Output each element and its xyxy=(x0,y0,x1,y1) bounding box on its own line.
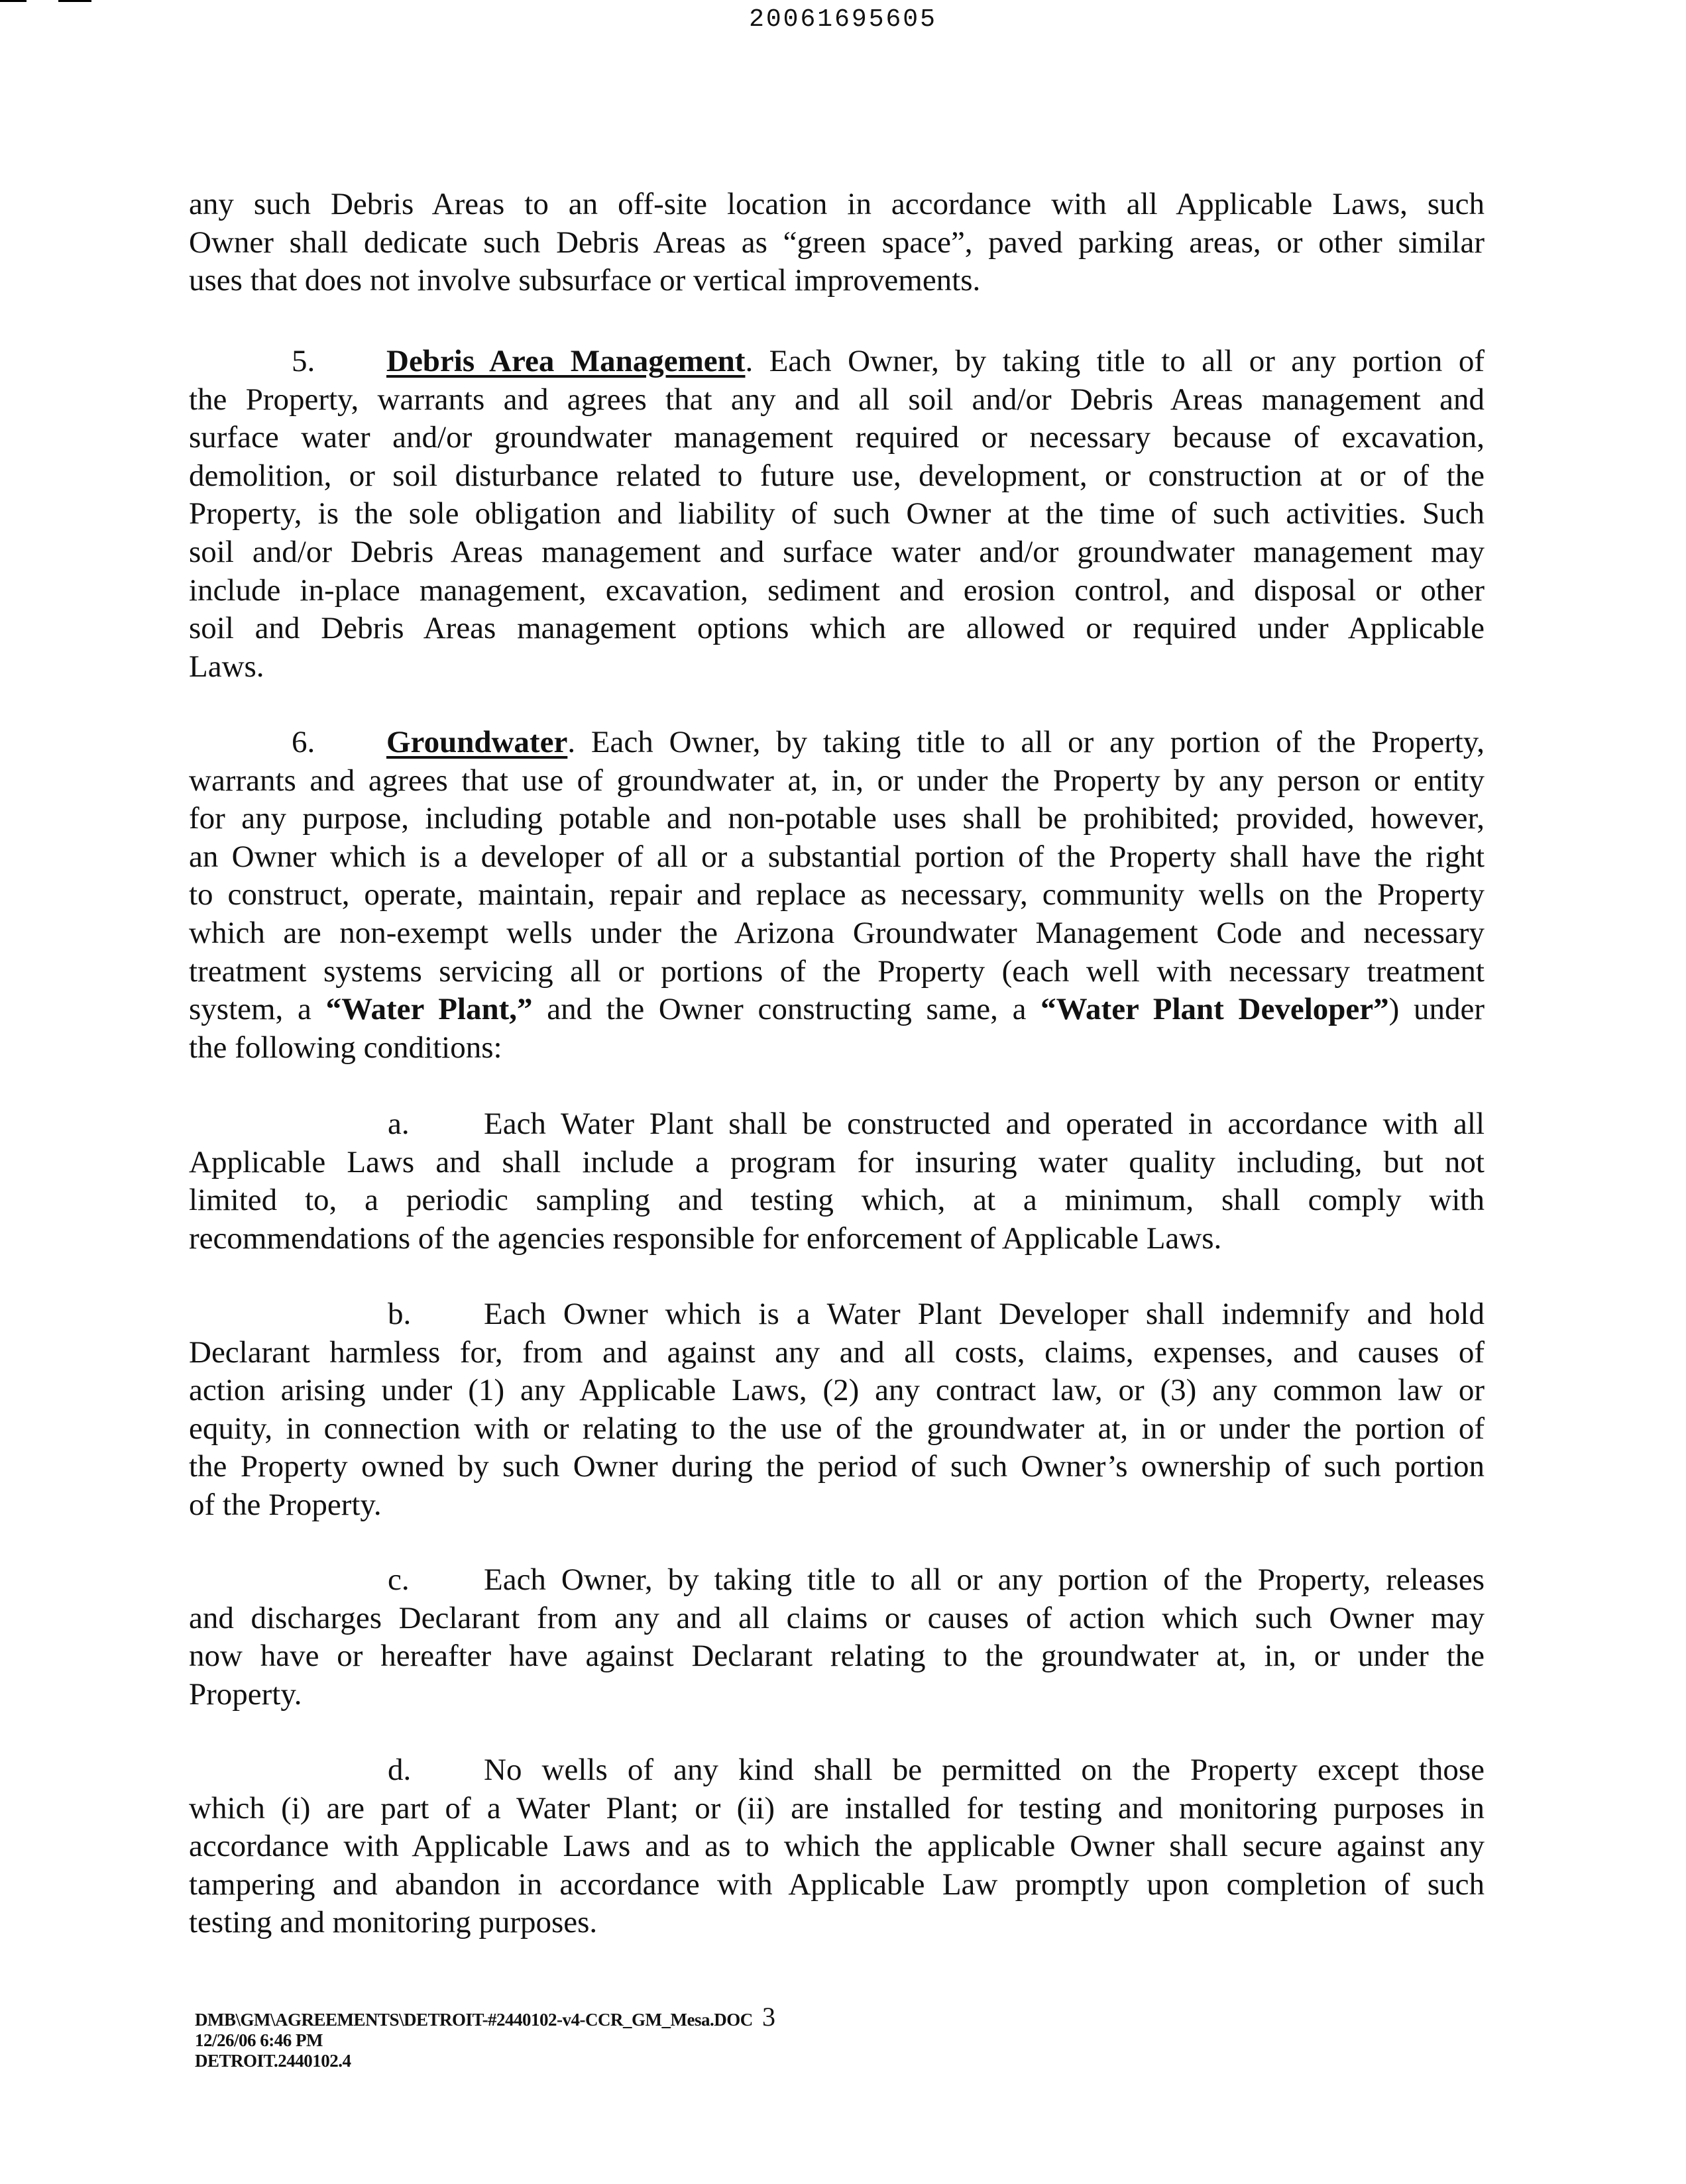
text-line: the following conditions: xyxy=(189,1030,502,1065)
subsection-b-letter: b. xyxy=(388,1297,412,1331)
text-line: limited to, a periodic sampling and testing which, at a minimum, shall comply with xyxy=(189,1183,1485,1218)
subsection-d-letter: d. xyxy=(388,1753,412,1787)
defined-term-water-plant: “Water Plant,” xyxy=(325,992,533,1027)
text-line: an Owner which is a developer of all or a substantial portion of the Property shall have the right xyxy=(189,839,1485,874)
document-footer xyxy=(195,2002,775,2071)
text-line: surface water and/or groundwater management required or necessary because of excavation, xyxy=(189,420,1485,455)
subsection-b-first-line-text: Each Owner which is a Water Plant Developer shall indemnify and hold xyxy=(484,1297,1485,1331)
subsection-d-first-line xyxy=(189,1751,1485,1790)
paragraph-intro xyxy=(189,186,1485,300)
subsection-a-first-line xyxy=(189,1105,1485,1144)
text-line: tampering and abandon in accordance with Applicable Law promptly upon completion of such xyxy=(189,1867,1485,1902)
text-line: soil and/or Debris Areas management and surface water and/or groundwater management may xyxy=(189,534,1485,569)
section-6-number: 6. xyxy=(292,725,315,759)
text-line: Owner shall dedicate such Debris Areas as “green space”, paved parking areas, or other similar xyxy=(189,225,1485,260)
corner-mark-right xyxy=(58,0,91,2)
section-5-first-line-text: . Each Owner, by taking title to all or any portion of xyxy=(745,344,1485,378)
section-6-first-line xyxy=(189,724,1485,762)
section-5 xyxy=(189,343,1485,686)
text-line: action arising under (1) any Applicable Laws, (2) any contract law, or (3) any common law or xyxy=(189,1373,1485,1408)
text-line: for any purpose, including potable and non-potable uses shall be prohibited; provided, however, xyxy=(189,801,1485,836)
text-line: soil and Debris Areas management options which are allowed or required under Applicable xyxy=(189,611,1485,646)
text-fragment: ) under xyxy=(1388,992,1485,1027)
section-5-number: 5. xyxy=(292,344,315,378)
text-line: equity, in connection with or relating to the use of the groundwater at, in or under the portion of xyxy=(189,1411,1485,1446)
section-6 xyxy=(189,724,1485,1067)
subsection-a-first-line-text: Each Water Plant shall be constructed and operated in accordance with all xyxy=(484,1107,1485,1141)
text-line: Laws. xyxy=(189,649,264,684)
text-line: and discharges Declarant from any and all claims or causes of action which such Owner may xyxy=(189,1600,1485,1635)
text-line: Property, is the sole obligation and liability of such Owner at the time of such activities. Such xyxy=(189,496,1485,531)
text-line: warrants and agrees that use of groundwater at, in, or under the Property by any person or entity xyxy=(189,763,1485,798)
defined-term-water-plant-developer: “Water Plant Developer” xyxy=(1040,992,1389,1027)
text-fragment: system, a xyxy=(189,992,326,1027)
section-6-heading: Groundwater xyxy=(386,725,568,759)
subsection-c xyxy=(189,1561,1485,1714)
text-line: the Property, warrants and agrees that any and all soil and/or Debris Areas management and xyxy=(189,382,1485,417)
text-line: now have or hereafter have against Declarant relating to the groundwater at, in, or under the xyxy=(189,1639,1485,1674)
text-line: demolition, or soil disturbance related to future use, development, or construction at or of the xyxy=(189,458,1485,493)
subsection-b xyxy=(189,1295,1485,1525)
text-line: the Property owned by such Owner during the period of such Owner’s ownership of such portion xyxy=(189,1449,1485,1484)
section-5-first-line xyxy=(189,343,1485,381)
document-number: 20061695605 xyxy=(749,5,937,34)
text-line: include in-place management, excavation, sediment and erosion control, and disposal or other xyxy=(189,573,1485,608)
footer-path-line xyxy=(195,2002,775,2032)
section-6-first-line-text: . Each Owner, by taking title to all or any portion of the Property, xyxy=(567,725,1485,759)
subsection-b-first-line xyxy=(189,1295,1485,1334)
subsection-d xyxy=(189,1751,1485,1942)
subsection-c-first-line xyxy=(189,1561,1485,1600)
text-line: of the Property. xyxy=(189,1487,382,1522)
subsection-c-first-line-text: Each Owner, by taking title to all or any portion of the Property, releases xyxy=(484,1562,1485,1597)
subsection-a-letter: a. xyxy=(388,1107,410,1141)
text-line: which are non-exempt wells under the Arizona Groundwater Management Code and necessary xyxy=(189,915,1485,950)
text-line: Declarant harmless for, from and against any and all costs, claims, expenses, and causes of xyxy=(189,1335,1485,1370)
footer-doc-id: DETROIT.2440102.4 xyxy=(195,2051,351,2071)
section-5-heading: Debris Area Management xyxy=(386,344,746,378)
text-line: accordance with Applicable Laws and as to which the applicable Owner shall secure against any xyxy=(189,1829,1485,1864)
text-line: uses that does not involve subsurface or vertical improvements. xyxy=(189,263,981,298)
text-line: Applicable Laws and shall include a program for insuring water quality including, but not xyxy=(189,1144,1485,1179)
text-line: Property. xyxy=(189,1676,302,1712)
text-line: testing and monitoring purposes. xyxy=(189,1905,598,1940)
text-line: to construct, operate, maintain, repair and replace as necessary, community wells on the Property xyxy=(189,877,1485,912)
corner-mark-left xyxy=(0,0,27,2)
subsection-d-first-line-text: No wells of any kind shall be permitted on the Property except those xyxy=(484,1753,1485,1787)
defined-terms-line xyxy=(189,991,1485,1029)
subsection-c-letter: c. xyxy=(388,1562,410,1597)
text-line: recommendations of the agencies responsible for enforcement of Applicable Laws. xyxy=(189,1221,1222,1256)
page-number: 3 xyxy=(762,2002,775,2032)
footer-datetime: 12/26/06 6:46 PM xyxy=(195,2030,323,2050)
text-line: any such Debris Areas to an off-site location in accordance with all Applicable Laws, such xyxy=(189,187,1485,221)
footer-file-path: DMB\GM\AGREEMENTS\DETROIT-#2440102-v4-CCR_GM_Mesa.DOC xyxy=(195,2010,753,2030)
text-fragment: and the Owner constructing same, a xyxy=(532,992,1041,1027)
text-line: which (i) are part of a Water Plant; or (ii) are installed for testing and monitoring purposes in xyxy=(189,1790,1485,1826)
text-line: treatment systems servicing all or portions of the Property (each well with necessary treatment xyxy=(189,954,1485,989)
subsection-a xyxy=(189,1105,1485,1258)
